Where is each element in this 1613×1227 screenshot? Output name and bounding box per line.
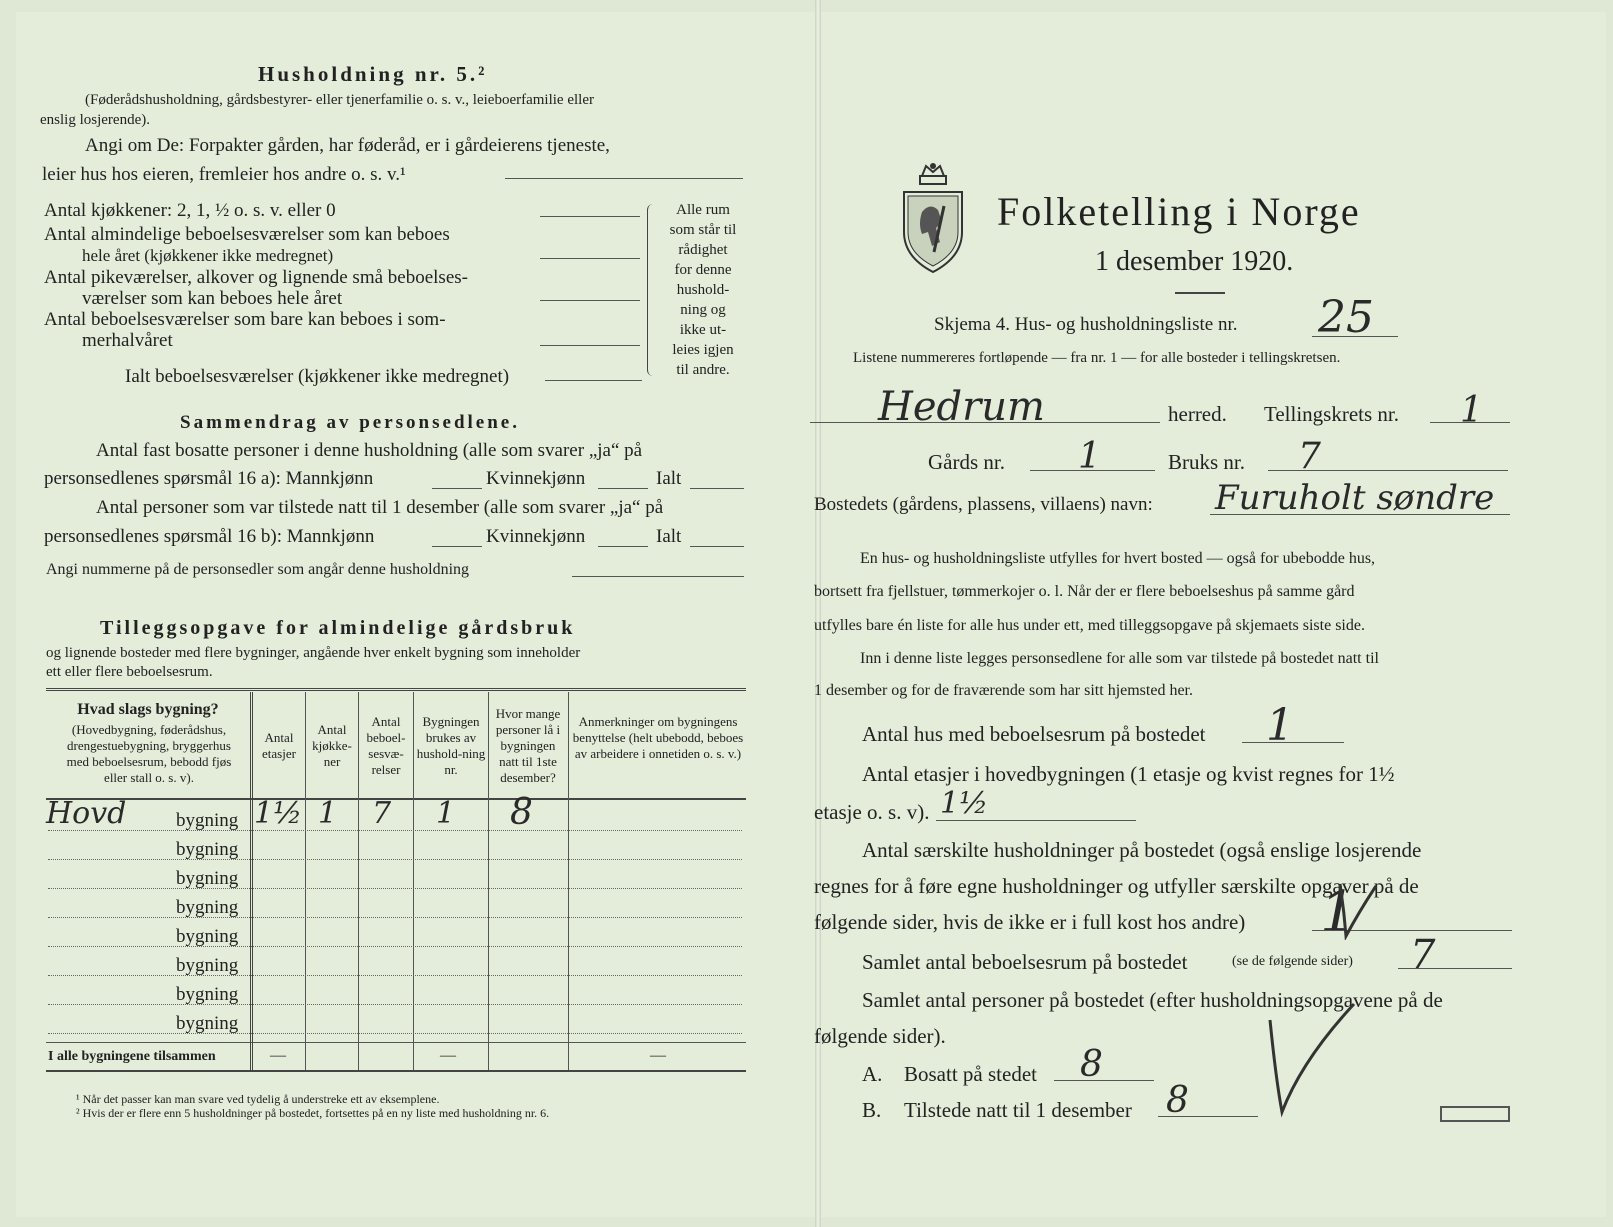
extra-text-1: og lignende bosteder med flere bygninger, angående hver enkelt bygning som inneholder	[46, 645, 581, 661]
table-rule	[46, 688, 746, 691]
info-line-1: En hus- og husholdningsliste utfylles for hvert bosted — også for ubebodde hus,	[860, 550, 1376, 567]
q-households-2: regnes for å føre egne husholdninger og utfyller særskilte opgaver på de	[814, 874, 1419, 898]
rooms-summer-2: merhalvåret	[82, 330, 173, 351]
household-title: Husholdning nr. 5.²	[258, 62, 488, 86]
footnote-2: ² Hvis der er flere enn 5 husholdninger på bostedet, fortsettes på en ny liste med husholdning nr. 6.	[76, 1106, 550, 1120]
brace-note-line: for denne	[674, 262, 732, 278]
norway-coat-of-arms-icon	[900, 162, 966, 274]
tellingskrets-value: 1	[1460, 390, 1483, 431]
total-dash: —	[270, 1047, 286, 1064]
row-line	[48, 1004, 742, 1005]
q-houses-line	[1242, 742, 1344, 743]
a-value: 8	[1080, 1044, 1103, 1085]
tellingskrets-line	[1430, 422, 1510, 423]
answer-line	[432, 488, 482, 489]
answer-line	[540, 216, 640, 217]
a-line	[1054, 1080, 1154, 1081]
summary-total-1: Ialt	[656, 468, 682, 489]
brace-note-line: rådighet	[678, 242, 728, 258]
row-line	[48, 859, 742, 860]
q-rooms: Samlet antal beboelsesrum på bostedet	[862, 950, 1188, 974]
numbering-note: Listene nummereres fortløpende — fra nr. 1 — for alle bosteder i tellingskretsen.	[853, 350, 1341, 366]
herred-label: herred.	[1168, 402, 1227, 426]
table-column	[358, 692, 359, 1070]
bruks-value: 7	[1298, 436, 1321, 477]
rooms-ordinary-1: Antal almindelige beboelsesværelser som kan beboes	[44, 224, 450, 245]
summary-total-2: Ialt	[656, 526, 682, 547]
b-label: B.	[862, 1098, 882, 1122]
summary-female-1: Kvinnekjønn	[486, 468, 586, 489]
answer-line	[690, 488, 744, 489]
extra-text-2: ett eller flere beboelsesrum.	[46, 664, 213, 680]
row-1-name: Hovd	[46, 796, 127, 831]
rooms-summer-1: Antal beboelsesværelser som bare kan beboes i som-	[44, 309, 446, 330]
rooms-small-2: værelser som kan beboes hele året	[82, 288, 343, 309]
bosted-value: Furuholt søndre	[1215, 478, 1495, 518]
table-header-household: Bygningen brukes av hushold-ning nr.	[416, 714, 486, 777]
table-column	[305, 692, 306, 1070]
b-text: Tilstede natt til 1 desember	[904, 1098, 1132, 1122]
answer-line	[598, 546, 648, 547]
a-label: A.	[862, 1062, 883, 1086]
q-rooms-note: (se de følgende sider)	[1232, 954, 1353, 969]
summary-female-2: Kvinnekjønn	[486, 526, 586, 547]
table-header-floors: Antal etasjer	[262, 730, 296, 761]
a-text: Bosatt på stedet	[904, 1062, 1037, 1086]
extra-title: Tilleggsopgave for almindelige gårdsbruk	[100, 617, 576, 639]
answer-line	[432, 546, 482, 547]
brace-note-line: Alle rum	[676, 202, 730, 218]
row-line	[48, 946, 742, 947]
q-floors-value: 1½	[940, 786, 989, 821]
ask-answer-line	[505, 178, 743, 179]
rooms-total: Ialt beboelsesværelser (kjøkkener ikke medregnet)	[125, 366, 510, 387]
table-rule	[46, 1070, 746, 1072]
summary-line-2: personsedlenes spørsmål 16 a): Mannkjønn	[44, 468, 374, 489]
table-rule	[46, 1042, 746, 1043]
info-line-5: 1 desember og for de fraværende som har sitt hjemsted her.	[814, 682, 1193, 699]
row-line	[48, 975, 742, 976]
summary-title: Sammendrag av personsedlene.	[180, 412, 520, 433]
rooms-kitchens: Antal kjøkkener: 2, 1, ½ o. s. v. eller 0	[44, 200, 336, 221]
ask-line-1: Angi om De: Forpakter gården, har føderåd, er i gårdeierens tjeneste,	[85, 135, 610, 156]
total-dash: —	[650, 1047, 666, 1064]
gards-label: Gårds nr.	[928, 450, 1005, 474]
summary-line-3: Antal personer som var tilstede natt til 1 desember (alle som svarer „ja“ på	[96, 497, 664, 518]
row-1-kitchens: 1	[318, 796, 338, 831]
intro-line-2: enslig losjerende).	[40, 112, 150, 128]
check-mark-icon	[1310, 880, 1380, 940]
q-houses: Antal hus med beboelsesrum på bostedet	[862, 722, 1206, 746]
ask-line-2: leier hus hos eieren, fremleier hos andre o. s. v.¹	[42, 164, 406, 185]
q-houses-value: 1	[1266, 700, 1294, 751]
left-page	[16, 12, 816, 1217]
table-column	[250, 692, 253, 1070]
rooms-ordinary-2: hele året (kjøkkener ikke medregnet)	[82, 246, 334, 265]
table-header-persons: Hvor mange personer lå i bygningen natt til 1ste desember?	[495, 706, 561, 785]
answer-line	[540, 345, 640, 346]
table-header-rooms: Antal beboel-sesvæ-relser	[366, 714, 406, 777]
printer-stamp	[1440, 1106, 1510, 1122]
brace	[647, 204, 656, 376]
bosted-label: Bostedets (gårdens, plassens, villaens) navn:	[814, 494, 1153, 515]
bruks-label: Bruks nr.	[1168, 450, 1246, 474]
row-line	[48, 830, 742, 831]
row-label: bygning	[176, 955, 239, 976]
table-column	[568, 692, 569, 1070]
schema-label: Skjema 4. Hus- og husholdningsliste nr.	[934, 314, 1238, 335]
q-floors-2: etasje o. s. v).	[814, 800, 930, 824]
gards-line	[1030, 470, 1155, 471]
gards-value: 1	[1078, 436, 1101, 477]
rooms-small-1: Antal pikeværelser, alkover og lignende små beboelses-	[44, 267, 468, 288]
q-persons-2: følgende sider).	[814, 1024, 946, 1048]
row-1-persons: 8	[510, 792, 533, 833]
tellingskrets-label: Tellingskrets nr.	[1264, 402, 1400, 426]
answer-line	[545, 380, 642, 381]
info-line-4: Inn i denne liste legges personsedlene for alle som var tilstede på bostedet natt til	[860, 650, 1379, 667]
answer-line	[572, 576, 744, 577]
row-label: bygning	[176, 897, 239, 918]
q-floors-line	[936, 820, 1136, 821]
table-column	[413, 692, 414, 1070]
q-households-1: Antal særskilte husholdninger på bostedet (også enslige losjerende	[862, 838, 1422, 862]
q-floors-1: Antal etasjer i hovedbygningen (1 etasje og kvist regnes for 1½	[862, 762, 1395, 786]
bosted-line	[1210, 514, 1510, 515]
schema-number: 25	[1318, 292, 1374, 343]
info-line-3: utfylles bare én liste for alle hus under ett, med tilleggsopgave på skjemaets siste side.	[814, 617, 1365, 634]
q-households-3: følgende sider, hvis de ikke er i full kost hos andre)	[814, 910, 1246, 934]
summary-line-4: personsedlenes spørsmål 16 b): Mannkjønn	[44, 526, 375, 547]
row-1-rooms: 7	[372, 796, 392, 831]
herred-value: Hedrum	[878, 384, 1045, 430]
footnote-1: ¹ Når det passer kan man svare ved tydelig å understreke ett av eksemplene.	[76, 1092, 440, 1106]
bruks-line	[1268, 470, 1508, 471]
info-line-2: bortsett fra fjellstuer, tømmerkojer o. l. Når der er flere beboelseshus på samme gård	[814, 583, 1355, 600]
q-rooms-line	[1398, 968, 1512, 969]
row-label: bygning	[176, 984, 239, 1005]
census-date: 1 desember 1920.	[1095, 246, 1294, 277]
table-header-kitchens: Antal kjøkke-ner	[312, 722, 352, 769]
row-label: bygning	[176, 839, 239, 860]
herred-line	[810, 422, 1160, 423]
q-persons-1: Samlet antal personer på bostedet (efter husholdningsopgavene på de	[862, 988, 1443, 1012]
row-label: bygning	[176, 810, 239, 831]
row-1-floors: 1½	[254, 796, 303, 831]
row-label: bygning	[176, 868, 239, 889]
summary-numbers: Angi nummerne på de personsedler som angår denne husholdning	[46, 561, 470, 578]
table-column	[488, 692, 489, 1070]
answer-line	[540, 300, 640, 301]
row-line	[48, 888, 742, 889]
row-line	[48, 917, 742, 918]
brace-note-line: ikke ut-	[679, 322, 727, 338]
brace-note-line: til andre.	[676, 362, 730, 378]
table-header-type: Hvad slags bygning?	[77, 701, 219, 718]
table-rule	[46, 798, 746, 800]
q-rooms-value: 7	[1410, 932, 1436, 978]
b-line	[1158, 1116, 1258, 1117]
title-rule	[1175, 292, 1225, 294]
answer-line	[598, 488, 648, 489]
table-header-remarks: Anmerkninger om bygningens benyttelse (helt ubebodd, beboes av arbeidere i onnetiden o. s. v.)	[572, 714, 744, 761]
intro-line-1: (Føderådshusholdning, gårdsbestyrer- eller tjenerfamilie o. s. v., leieboerfamilie eller	[85, 92, 594, 108]
brace-note-line: hushold-	[676, 282, 730, 298]
answer-line	[690, 546, 744, 547]
row-label: bygning	[176, 1013, 239, 1034]
brace-note	[660, 200, 746, 380]
total-dash: —	[440, 1047, 456, 1064]
main-title: Folketelling i Norge	[997, 189, 1361, 234]
check-mark-icon	[1262, 1000, 1362, 1120]
b-value: 8	[1166, 1080, 1189, 1121]
summary-line-1: Antal fast bosatte personer i denne husholdning (alle som svarer „ja“ på	[96, 440, 643, 461]
brace-note-line: som står til	[669, 222, 737, 238]
row-line	[48, 1033, 742, 1034]
brace-note-line: ning og	[680, 302, 726, 318]
row-label: bygning	[176, 926, 239, 947]
brace-note-line: leies igjen	[672, 342, 734, 358]
q-households-value: 1	[1320, 880, 1356, 945]
row-1-household: 1	[436, 796, 456, 831]
schema-number-line	[1312, 336, 1398, 337]
answer-line	[540, 258, 640, 259]
total-row-label: I alle bygningene tilsammen	[48, 1049, 216, 1064]
table-header-type-note: (Hovedbygning, føderådshus, drengestuebygning, bryggerhus med beboelsesrum, bebodd fjøs eller stall o. s. v).	[66, 722, 232, 785]
